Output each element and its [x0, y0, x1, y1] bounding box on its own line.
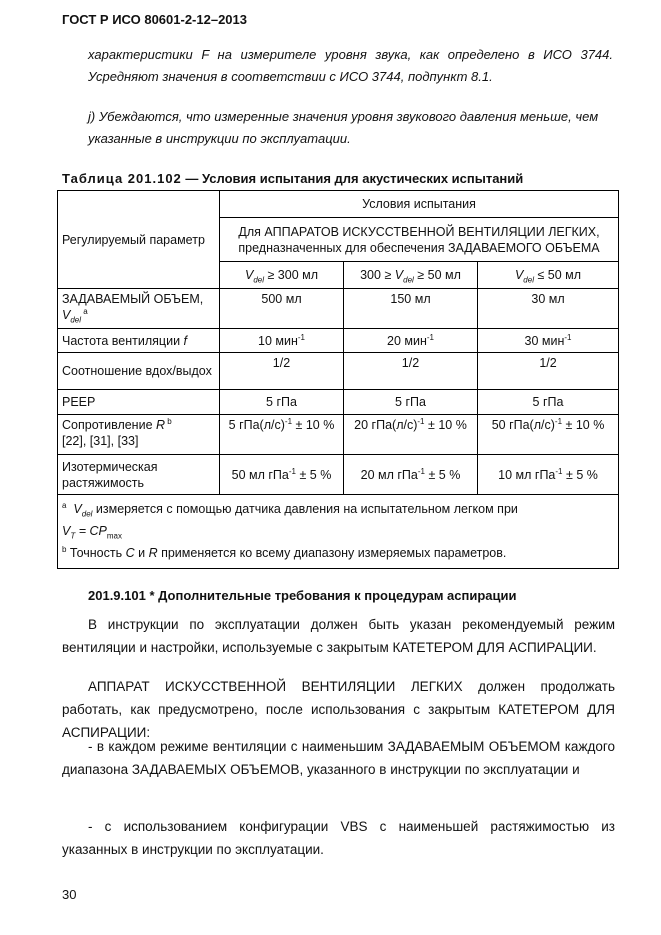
- table-cell: 20 мин$^{-1}$: [344, 329, 478, 353]
- table-caption: [62, 171, 523, 186]
- table-cell: 20 $гПа(л/с)^{-1} \pm 10$ %: [344, 415, 478, 455]
- table-cell: 10 мл гПа$^{-1}$ ± 5 %: [478, 455, 619, 495]
- param-header-cell: [58, 191, 220, 289]
- row-label-peep: PEEP: [58, 390, 220, 415]
- apparatus-header: Для АППАРАТОВ ИСКУССТВЕННОЙ ВЕНТИЛЯЦИИ ЛЕГКИХ, предназначенных для обеспечения ЗАДАВАЕМОГО ОБЪЕМА: [220, 218, 619, 262]
- col-header-2: $300 \ge V_{del} \ge 50$ мл: [344, 262, 478, 289]
- table-cell: 30 мин$^{-1}$: [478, 329, 619, 353]
- col-header-1: $V_{del} \ge 300$ мл: [220, 262, 344, 289]
- table-cell: 5 гПа: [478, 390, 619, 415]
- table-cell: 50 мл гПа$^{-1}$ ± 5 %: [220, 455, 344, 495]
- section-title: 201.9.101 * Дополнительные требования к процедурам аспирации: [88, 588, 517, 603]
- col-header-3: $V_{del} \le 50$ мл: [478, 262, 619, 289]
- document-header: ГОСТ Р ИСО 80601-2-12–2013: [62, 12, 247, 27]
- list-item-1: - в каждом режиме вентиляции с наименьшим ЗАДАВАЕМЫМ ОБЪЕМОМ каждого диапазона ЗАДАВАЕМЫХ ОБЪЕМОВ, указанного в инструкции по эксплуатации и: [62, 739, 615, 777]
- note-b: $^b$ Точность C и R применяется ко всему диапазону измеряемых параметров.: [62, 544, 507, 560]
- acoustic-test-table: [57, 190, 619, 569]
- table-cell: 1/2: [344, 353, 478, 390]
- paragraph-j: j) Убеждаются, что измеренные значения уровня звукового давления меньше, чем указанные в инструкции по эксплуатации.: [88, 109, 599, 146]
- section-paragraph-2: АППАРАТ ИСКУССТВЕННОЙ ВЕНТИЛЯЦИИ ЛЕГКИХ должен продолжать работать, как предусмотрено, после использования с закрытым КАТЕТЕРОМ ДЛЯ АСПИРАЦИИ:: [62, 679, 615, 740]
- row-label-ie-ratio: Соотношение вдох/выдох: [58, 353, 220, 390]
- table-cell: 5 $гПа(л/с)^{-1} \pm 10$ %: [220, 415, 344, 455]
- table-cell: 1/2: [220, 353, 344, 390]
- note-a: $^a$ $V_{del}$ измеряется с помощью датчика давления на испытательном легком при $V_T = CP_{max}$: [62, 500, 518, 541]
- table-cell: 500 мл: [220, 289, 344, 329]
- table-cell: 50 $гПа(л/с)^{-1} \pm 10$ %: [478, 415, 619, 455]
- table-cell: 10 мин$^{-1}$: [220, 329, 344, 353]
- table-cell: 30 мл: [478, 289, 619, 329]
- table-cell: 5 гПа: [220, 390, 344, 415]
- list-item-2: - с использованием конфигурации VBS с наименьшей растяжимостью из указанных в инструкции по эксплуатации.: [62, 819, 615, 857]
- conditions-header: Условия испытания: [220, 191, 619, 218]
- table-title: — Условия испытания для акустических испытаний: [181, 171, 524, 186]
- table-notes: [58, 495, 619, 569]
- row-label-resistance: Сопротивление R $^b$ [22], [31], [33]: [58, 415, 220, 455]
- table-cell: 150 мл: [344, 289, 478, 329]
- paragraph-continued: характеристики F на измерителе уровня звука, как определено в ИСО 3744. Усредняют значения в соответствии с ИСО 3744, подпункт 8.1.: [88, 47, 613, 84]
- row-label-volume: ЗАДАВАЕМЫЙ ОБЪЕМ, $V_{del}$ $^a$: [58, 289, 220, 329]
- row-label-frequency: Частота вентиляции f: [58, 329, 220, 353]
- section-paragraph-1: В инструкции по эксплуатации должен быть указан рекомендуемый режим вентиляции и настройки, используемые с закрытым КАТЕТЕРОМ ДЛЯ АСПИРАЦИИ.: [62, 617, 615, 655]
- table-cell: 5 гПа: [344, 390, 478, 415]
- table-cell: 1/2: [478, 353, 619, 390]
- table-cell: 20 мл гПа$^{-1}$ ± 5 %: [344, 455, 478, 495]
- page-number: 30: [62, 887, 77, 902]
- param-header: Регулируемый параметр: [62, 232, 205, 247]
- table-number: Таблица 201.102: [62, 171, 182, 186]
- row-label-compliance: Изотермическая растяжимость: [58, 455, 220, 495]
